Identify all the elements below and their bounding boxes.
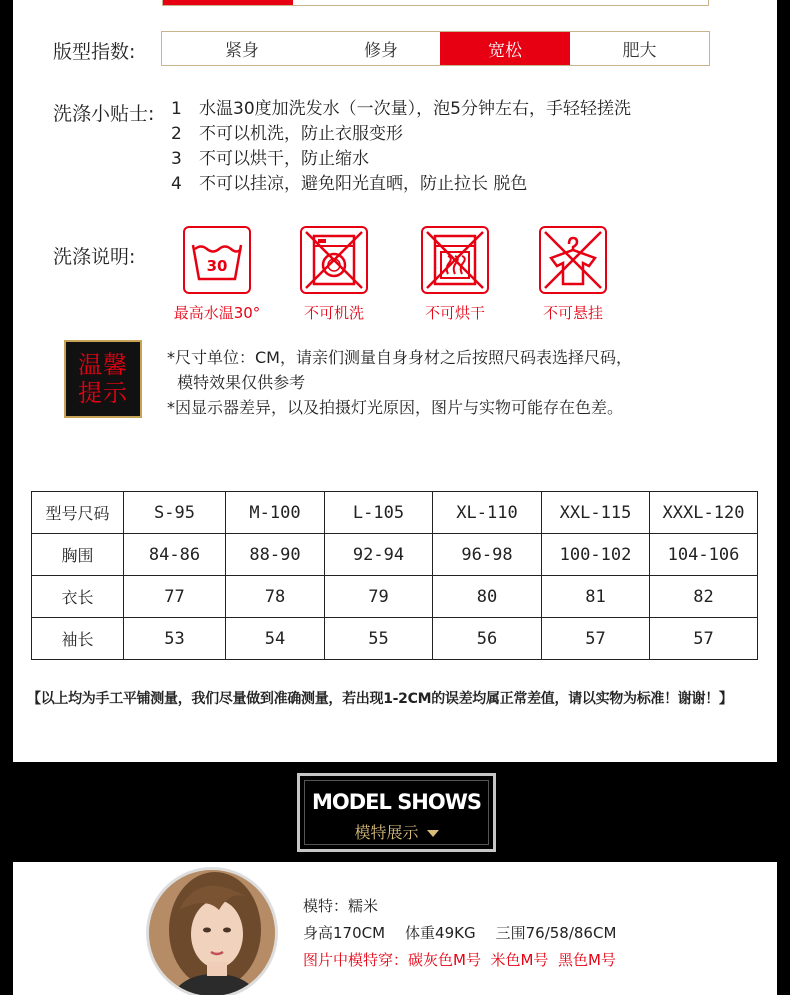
model-wearing: 图片中模特穿：碳灰色M号 米色M号 黑色M号 bbox=[303, 951, 616, 969]
fit-index-scale bbox=[161, 31, 710, 66]
model-info-panel bbox=[13, 862, 777, 995]
wash-tip-item: 1 水温30度加洗发水（一次量），泡5分钟左右，手轻轻搓洗 bbox=[171, 99, 631, 119]
wash-tip-item: 3 不可以烘干，防止缩水 bbox=[171, 149, 369, 169]
care-item-no-machine-wash bbox=[289, 226, 379, 323]
top-divider-accent bbox=[163, 0, 293, 5]
wash-tips-label: 洗涤小贴士: bbox=[53, 103, 155, 125]
no-tumble-dry-icon bbox=[421, 226, 489, 294]
notice-text-block bbox=[167, 345, 632, 420]
no-machine-wash-icon bbox=[300, 226, 368, 294]
banner-subtitle: 模特展示 bbox=[300, 820, 493, 843]
care-label: 不可机洗 bbox=[303, 304, 364, 322]
size-table bbox=[31, 491, 758, 660]
fit-option-loose-selected: 宽松 bbox=[440, 32, 570, 65]
wash-tips-list bbox=[171, 97, 631, 197]
table-row: 袖长 53 54 55 56 57 57 bbox=[32, 618, 758, 660]
model-info-text bbox=[303, 893, 616, 974]
wash-tip-item: 4 不可以挂凉，避免阳光直晒，防止拉长 脱色 bbox=[171, 174, 528, 194]
table-row: 胸围 84-86 88-90 92-94 96-98 100-102 104-106 bbox=[32, 534, 758, 576]
svg-text:30: 30 bbox=[206, 257, 228, 275]
model-avatar bbox=[146, 867, 278, 995]
size-header-cell: 型号尺码 bbox=[32, 492, 124, 534]
care-label: 最高水温30° bbox=[173, 304, 261, 322]
size-header-cell: S-95 bbox=[124, 492, 226, 534]
table-row: 衣长 77 78 79 80 81 82 bbox=[32, 576, 758, 618]
wash-30-icon bbox=[183, 226, 251, 294]
model-shows-banner bbox=[297, 773, 496, 852]
product-detail-panel bbox=[13, 0, 777, 762]
care-item-no-hang bbox=[528, 226, 618, 323]
size-header-cell: XXL-115 bbox=[542, 492, 650, 534]
wash-tip-item: 2 不可以机洗，防止衣服变形 bbox=[171, 124, 403, 144]
notice-line: *因显示器差异，以及拍摄灯光原因，图片与实物可能存在色差。 bbox=[167, 398, 624, 417]
size-header-cell: L-105 bbox=[325, 492, 433, 534]
care-item-no-tumble-dry bbox=[410, 226, 500, 323]
care-item-wash-30 bbox=[172, 226, 262, 323]
fit-option-tight: 紧身 bbox=[225, 41, 259, 61]
no-hang-dry-icon bbox=[539, 226, 607, 294]
triangle-down-icon bbox=[427, 830, 439, 837]
measurement-footnote: 【以上均为手工平铺测量，我们尽量做到准确测量，若出现1-2CM的误差均属正常差值，请以实物为标准！谢谢！】 bbox=[27, 691, 733, 707]
top-divider bbox=[162, 0, 709, 6]
fit-option-oversize: 肥大 bbox=[622, 41, 657, 61]
size-table-header-row bbox=[32, 492, 758, 534]
banner-title: MODEL SHOWS bbox=[311, 790, 482, 814]
notice-line: 模特效果仅供参考 bbox=[167, 373, 306, 392]
notice-badge: 温馨提示 bbox=[64, 340, 142, 418]
care-label: 不可烘干 bbox=[424, 304, 485, 322]
fit-option-slim: 修身 bbox=[364, 41, 398, 61]
care-label: 不可悬挂 bbox=[542, 304, 603, 322]
notice-line: *尺寸单位：CM，请亲们测量自身身材之后按照尺码表选择尺码， bbox=[167, 348, 632, 367]
fit-index-label: 版型指数: bbox=[53, 41, 136, 63]
size-header-cell: XXXL-120 bbox=[650, 492, 758, 534]
model-stats: 身高170CM 体重49KG 三围76/58/86CM bbox=[303, 924, 617, 942]
care-instructions-label: 洗涤说明: bbox=[53, 246, 136, 268]
size-header-cell: M-100 bbox=[226, 492, 325, 534]
model-name: 模特：糯米 bbox=[303, 897, 379, 915]
size-header-cell: XL-110 bbox=[433, 492, 542, 534]
